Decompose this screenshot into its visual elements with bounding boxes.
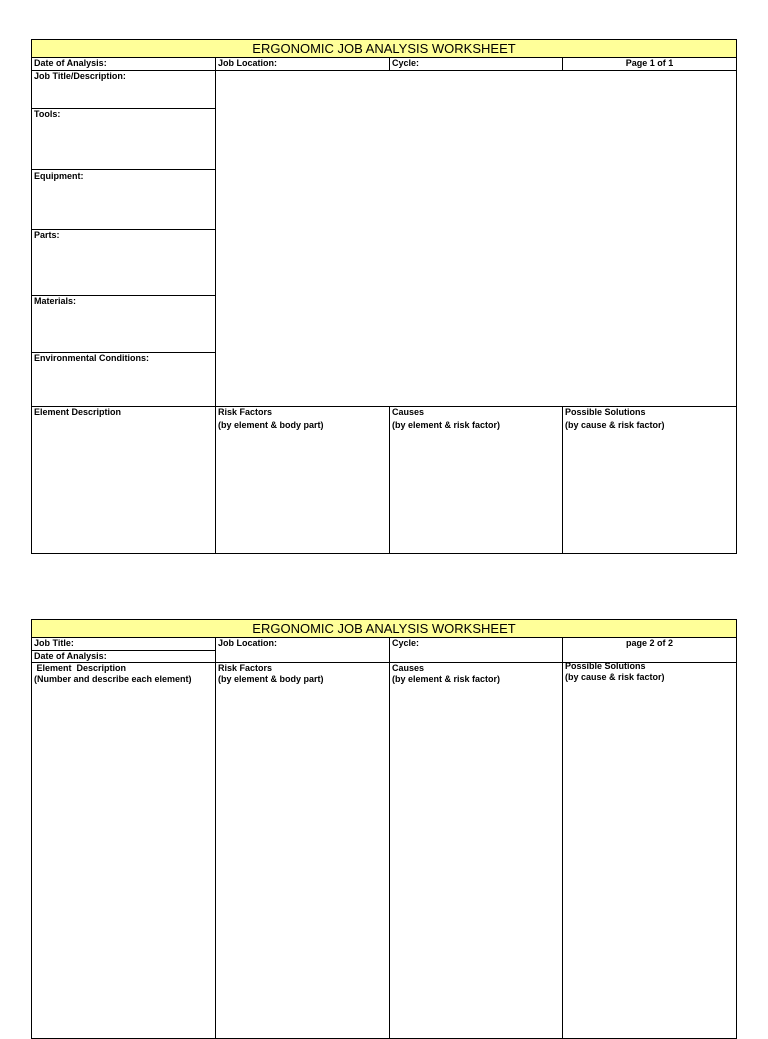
column-divider: [215, 638, 216, 1038]
worksheet-page-1: [31, 39, 737, 554]
header-col-divider: [562, 58, 563, 70]
possible-solutions-sublabel: (by cause & risk factor): [565, 420, 665, 430]
job-location-label: Job Location:: [218, 638, 277, 648]
cycle-label: Cycle:: [392, 638, 420, 648]
page-number: page 2 of 2: [625, 638, 673, 648]
parts-field[interactable]: Parts:: [34, 230, 60, 240]
column-divider: [562, 406, 563, 553]
date-of-analysis-label: Date of Analysis:: [34, 651, 107, 661]
element-description-sublabel: (Number and describe each element): [34, 674, 192, 684]
equipment-field[interactable]: Equipment:: [34, 171, 84, 181]
column-divider: [389, 638, 390, 1038]
causes-label: Causes: [392, 663, 425, 673]
causes-column[interactable]: [390, 663, 563, 1023]
column-divider: [562, 638, 563, 1038]
job-title-field[interactable]: Job Title/Description:: [34, 71, 126, 81]
element-description-label: Element Description: [34, 407, 122, 417]
date-of-analysis-label: Date of Analysis:: [34, 58, 107, 68]
element-description-column[interactable]: [32, 663, 216, 1023]
column-divider: [389, 406, 390, 553]
tools-field[interactable]: Tools:: [34, 109, 61, 119]
causes-label: Causes: [392, 407, 425, 417]
worksheet-title: ERGONOMIC JOB ANALYSIS WORKSHEET: [32, 40, 736, 58]
risk-factors-column[interactable]: [216, 663, 390, 1023]
field-divider: [32, 169, 216, 170]
possible-solutions-column[interactable]: [563, 661, 736, 1021]
materials-field[interactable]: Materials:: [34, 296, 77, 306]
risk-factors-header[interactable]: [216, 407, 390, 553]
causes-sublabel: (by element & risk factor): [392, 674, 501, 684]
causes-sublabel: (by element & risk factor): [392, 420, 501, 430]
risk-factors-label: Risk Factors: [218, 407, 273, 417]
causes-header[interactable]: [390, 407, 563, 553]
possible-solutions-label: Possible Solutions: [565, 407, 646, 417]
cycle-label: Cycle:: [392, 58, 420, 68]
possible-solutions-header[interactable]: [563, 407, 736, 553]
job-location-label: Job Location:: [218, 58, 277, 68]
risk-factors-label: Risk Factors: [218, 663, 273, 673]
job-title-label: Job Title:: [34, 638, 74, 648]
risk-factors-sublabel: (by element & body part): [218, 420, 324, 430]
header-col-divider: [389, 58, 390, 70]
environmental-conditions-field[interactable]: Environmental Conditions:: [34, 353, 150, 363]
worksheet-title: ERGONOMIC JOB ANALYSIS WORKSHEET: [32, 620, 736, 638]
sketch-area[interactable]: [216, 71, 736, 406]
risk-factors-sublabel: (by element & body part): [218, 674, 324, 684]
possible-solutions-label: Possible Solutions: [565, 661, 646, 671]
possible-solutions-sublabel: (by cause & risk factor): [565, 672, 665, 682]
page-number: Page 1 of 1: [625, 58, 674, 68]
worksheet-page-2: [31, 619, 737, 1039]
element-description-header[interactable]: [32, 407, 216, 553]
column-divider: [215, 406, 216, 553]
element-description-label: Element Description: [34, 663, 127, 673]
